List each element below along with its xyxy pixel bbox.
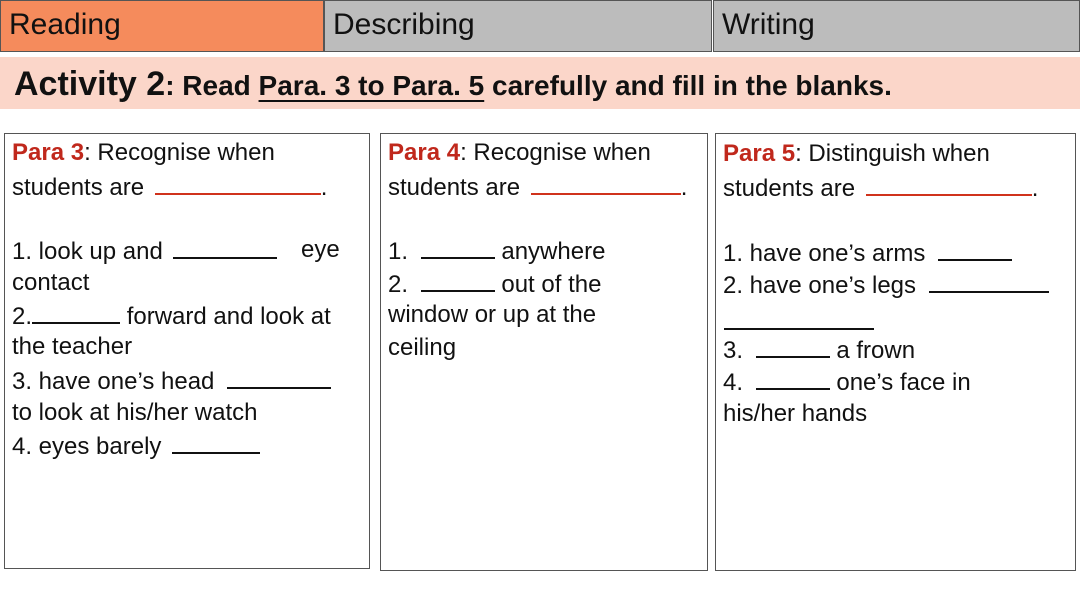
para-label: Para 5 [723,140,796,167]
answer-blank[interactable] [421,235,495,259]
answer-blank[interactable] [938,237,1012,261]
item-2-line-2: window or up at the [388,301,597,328]
students-are-text: students are [388,174,521,201]
para-4-column [380,133,708,571]
para-3-heading [12,138,275,168]
para-4-heading [388,138,651,168]
item-2-line-1 [388,268,601,300]
period: . [680,174,688,201]
answer-blank[interactable] [32,300,120,324]
item-text: forward and look at [126,303,331,330]
answer-blank[interactable] [172,430,260,454]
answer-blank[interactable] [227,365,331,389]
item-text: one’s face in [836,369,971,396]
answer-blank[interactable] [531,171,681,195]
item-text: 4. eyes barely [12,433,162,460]
para-label: Para 3 [12,139,85,166]
activity-text-after: carefully and fill in the blanks. [484,70,892,101]
item-text: 1. [388,238,409,265]
item-2-line-1 [12,300,331,332]
students-are-line [388,171,687,203]
answer-blank[interactable] [756,366,830,390]
students-are-line [12,171,327,203]
item-text: anywhere [501,238,606,265]
heading-text: : Distinguish when [795,140,990,167]
item-2-line-3: ceiling [388,334,457,361]
item-text: 1. look up and [12,238,163,265]
answer-blank[interactable] [421,268,495,292]
para-label: Para 4 [388,139,461,166]
item-3-line-2: to look at his/her watch [12,399,258,426]
activity-text-before: : Read [165,70,259,101]
item-text: 2. have one’s legs [723,272,917,299]
para-5-heading [723,139,990,169]
item-1-line-1 [12,235,277,267]
answer-blank[interactable] [173,235,277,259]
item-4-line-1 [723,366,971,398]
para-3-column [4,133,370,569]
students-are-line [723,172,1038,204]
item-text: 3. have one’s head [12,368,215,395]
heading-text: : Recognise when [84,139,275,166]
item-text: out of the [501,271,602,298]
item-3-line [723,334,915,366]
period: . [1031,175,1039,202]
item-3-line-1 [12,365,331,397]
item-text: 2. [388,271,409,298]
item-2-line-2: the teacher [12,333,133,360]
item-text: 2. [12,303,33,330]
heading-text: : Recognise when [460,139,651,166]
tab-describing[interactable]: Describing [324,0,712,52]
item-text: a frown [836,337,916,364]
para-5-column [715,133,1076,571]
tab-bar [0,0,1080,54]
item-text: 4. [723,369,744,396]
item-1-line [388,235,605,267]
answer-blank[interactable] [929,269,1049,293]
item-1-line-2: contact [12,269,90,296]
tab-reading[interactable]: Reading [0,0,324,52]
item-text: 3. [723,337,744,364]
activity-underlined-range: Para. 3 to Para. 5 [258,70,485,101]
item-text: 1. have one’s arms [723,240,926,267]
students-are-text: students are [723,175,856,202]
item-2-line [723,269,1049,301]
period: . [320,174,328,201]
students-are-text: students are [12,174,145,201]
tab-writing[interactable]: Writing [713,0,1080,52]
answer-blank[interactable] [155,171,321,195]
answer-blank[interactable] [756,334,830,358]
item-1-eye: eye [301,236,340,263]
activity-label: Activity 2 [14,65,166,103]
item-4-line-2: his/her hands [723,400,868,427]
answer-blank[interactable] [866,172,1032,196]
answer-blank[interactable] [724,306,874,330]
item-1-line [723,237,1012,269]
item-4-line-1 [12,430,260,462]
activity-heading [14,65,892,104]
